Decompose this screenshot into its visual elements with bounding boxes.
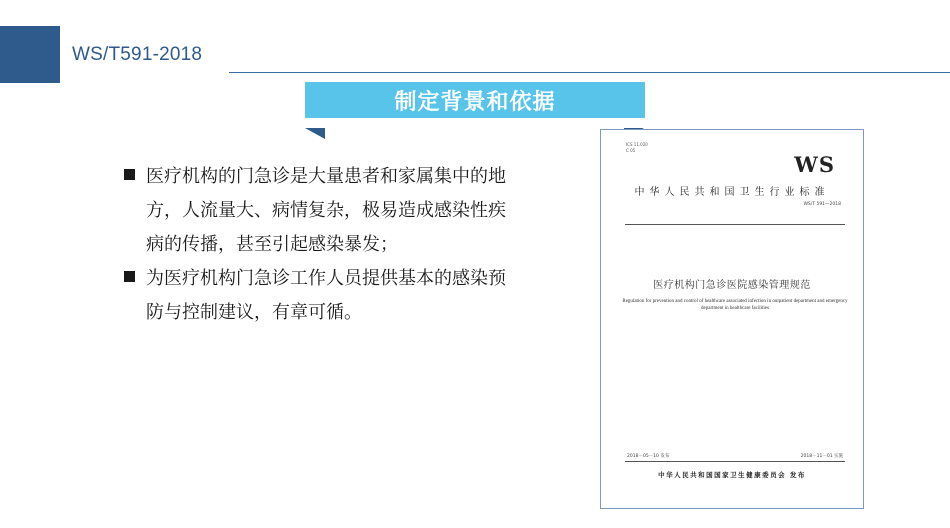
doc-top-rule: [625, 224, 845, 225]
bullet-text: 为医疗机构门急诊工作人员提供基本的感染预防与控制建议，有章可循。: [146, 268, 506, 323]
doc-number: WS/T 591—2018: [803, 202, 841, 207]
square-bullet-icon: [124, 271, 135, 282]
standard-document-cover: [600, 129, 864, 509]
doc-ics: ICS 11.020: [626, 142, 648, 147]
doc-publisher: 中华人民共和国国家卫生健康委员会 发布: [658, 471, 806, 479]
doc-effective-date: 2018－11－01 实施: [800, 454, 843, 459]
section-title-banner: [305, 82, 645, 118]
bullet-item: [124, 262, 514, 330]
header-divider: [229, 72, 950, 73]
doc-issue-date: 2018－05－10 发布: [627, 454, 670, 459]
doc-category: C 05: [626, 148, 636, 153]
doc-title-en: Regulation for prevention and control of healthcare associated infection in outpatient department and emergency department in healthcare facilities: [622, 299, 848, 311]
square-bullet-icon: [124, 169, 135, 180]
corner-accent-block: [0, 26, 60, 83]
doc-title-cn: 医疗机构门急诊医院感染管理规范: [653, 280, 811, 291]
doc-standard-type: 中华人民共和国卫生行业标准: [634, 187, 830, 198]
bullet-item: [124, 160, 514, 262]
ws-logo: WS: [794, 152, 835, 177]
bullet-text: 医疗机构的门急诊是大量患者和家属集中的地方，人流量大、病情复杂，极易造成感染性疾病的传播，甚至引起感染暴发；: [146, 166, 506, 255]
bullet-list: [124, 160, 514, 330]
doc-bottom-rule: [625, 461, 845, 462]
standard-code: WS/T591-2018: [72, 44, 203, 65]
banner-fold-left: [305, 128, 325, 139]
section-title: 制定背景和依据: [394, 89, 556, 115]
